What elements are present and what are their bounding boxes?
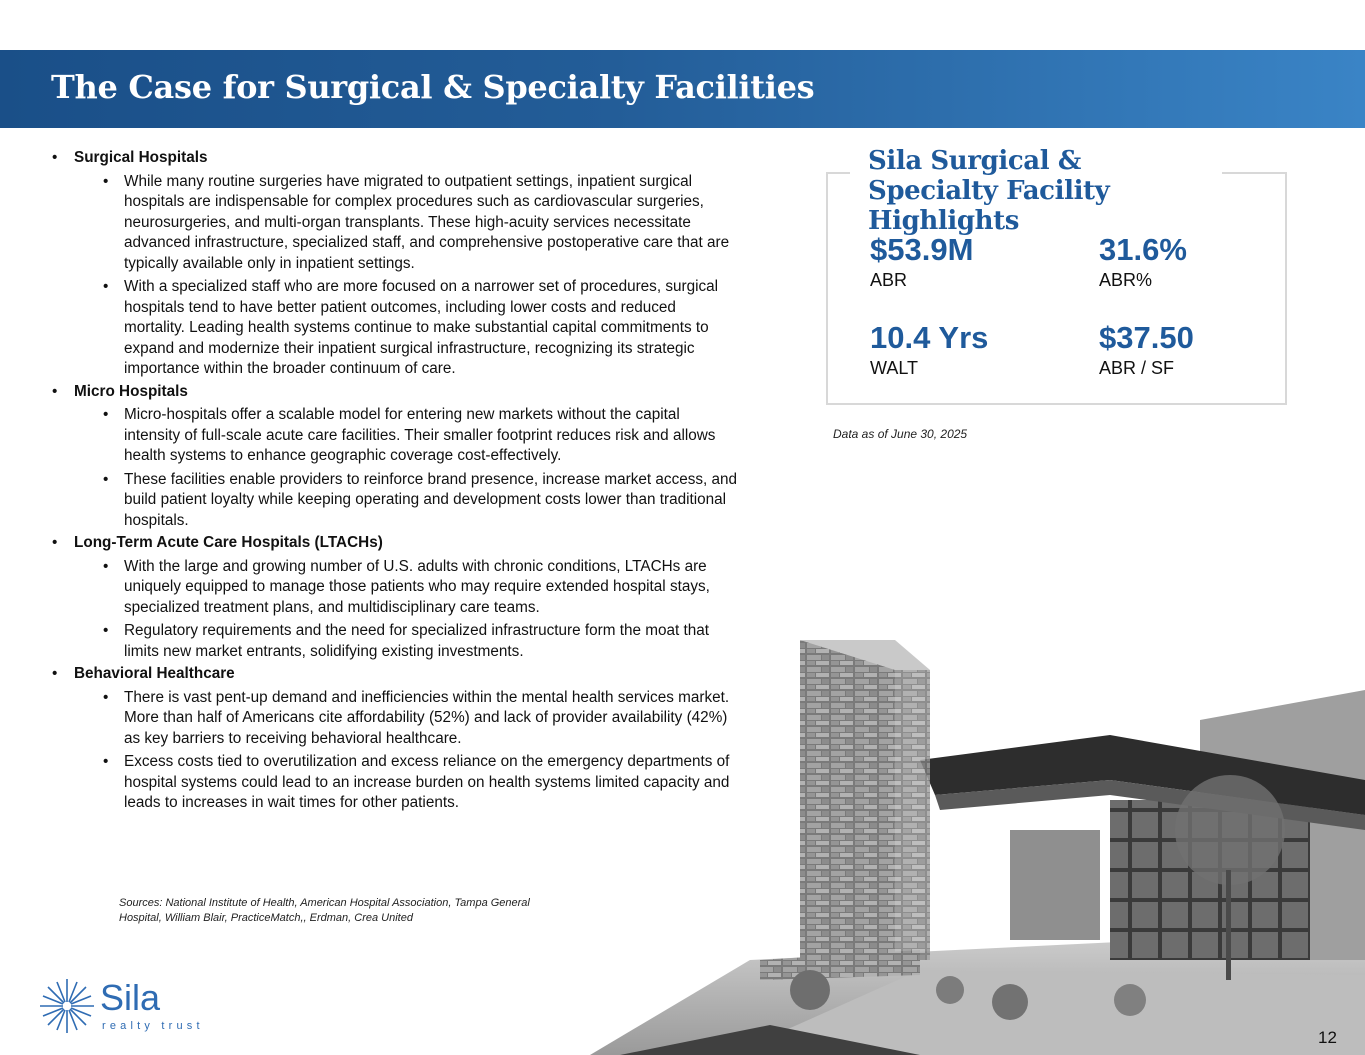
section-heading: • Micro Hospitals (50, 382, 740, 403)
bullet-text: • Micro-hospitals offer a scalable model for entering new markets without the capital intensity of full-scale acute care facilities. Their smaller footprint reduces risk and allows health systems to enhance geographic coverage cost-effectively. (50, 405, 740, 467)
logo-tagline: realty trust (102, 1020, 204, 1032)
highlights-title: Sila Surgical & Specialty Facility Highlights (850, 146, 1222, 236)
section-heading: • Long-Term Acute Care Hospitals (LTACHs) (50, 533, 740, 554)
title-banner (0, 50, 1365, 128)
facility-photo (590, 630, 1365, 1055)
stat-abr-per-sf (1099, 321, 1194, 379)
stat-label: WALT (870, 358, 918, 378)
stat-label: ABR% (1099, 270, 1153, 290)
bullet-text: • With a specialized staff who are more focused on a narrower set of procedures, surgical hospitals tend to have better patient outcomes, including lower costs and reduced mortality. Leading health systems continue to make substantial capital commitments to expand and modernize their inpatient surgical infrastructure, recognizing its strategic importance within the broader continuum of care. (50, 277, 740, 380)
bullet-text: • Excess costs tied to overutilization and excess reliance on the emergency departments of hospital systems could lead to an increase burden on health systems limited capacity and leads to increases in wait times for other patients. (50, 752, 740, 814)
bullet-text: • There is vast pent-up demand and inefficiencies within the mental health services market. More than half of Americans cite affordability (52%) and lack of provider availability (42%) as key barriers to receiving behavioral healthcare. (50, 688, 740, 750)
stat-value: 10.4 Yrs (870, 320, 989, 355)
section-heading: • Behavioral Healthcare (50, 664, 740, 685)
stat-abr-percent (1099, 233, 1187, 291)
sila-logo (36, 975, 206, 1035)
data-as-of-note: Data as of June 30, 2025 (833, 427, 968, 441)
stat-value: $37.50 (1099, 320, 1194, 355)
stat-label: ABR / SF (1099, 358, 1175, 378)
bullet-text: • Regulatory requirements and the need for specialized infrastructure form the moat that limits new market entrants, solidifying existing investments. (50, 621, 740, 662)
bullet-text: • While many routine surgeries have migrated to outpatient settings, inpatient surgical hospitals are indispensable for complex procedures such as cardiovascular surgeries, neurosurgeries, and multi-organ transplants. These high-acuity services necessitate advanced infrastructure, specialized staff, and comprehensive postoperative care that are typically available only in inpatient settings. (50, 172, 740, 275)
page-number: 12 (1318, 1028, 1337, 1047)
stat-value: $53.9M (870, 232, 974, 267)
stat-walt (870, 321, 988, 379)
stat-abr (870, 233, 973, 291)
bullet-text: • These facilities enable providers to reinforce brand presence, increase market access, and build patient loyalty while keeping operating and development costs lower than traditional hospitals. (50, 470, 740, 532)
logo-wordmark: Sila (100, 977, 161, 1018)
sources-note: Sources: National Institute of Health, American Hospital Association, Tampa General Hospital, William Blair, PracticeMatch,, Erdman, Crea United (119, 897, 530, 924)
bullet-text: • With the large and growing number of U.S. adults with chronic conditions, LTACHs are uniquely equipped to manage those patients who may require extended hospital stays, specialized treatment plans, and multidisciplinary care teams. (50, 557, 740, 619)
page-title: The Case for Surgical & Specialty Facilities (51, 68, 815, 106)
section-heading: • Surgical Hospitals (50, 148, 740, 169)
stat-label: ABR (870, 270, 908, 290)
stat-value: 31.6% (1099, 232, 1187, 267)
